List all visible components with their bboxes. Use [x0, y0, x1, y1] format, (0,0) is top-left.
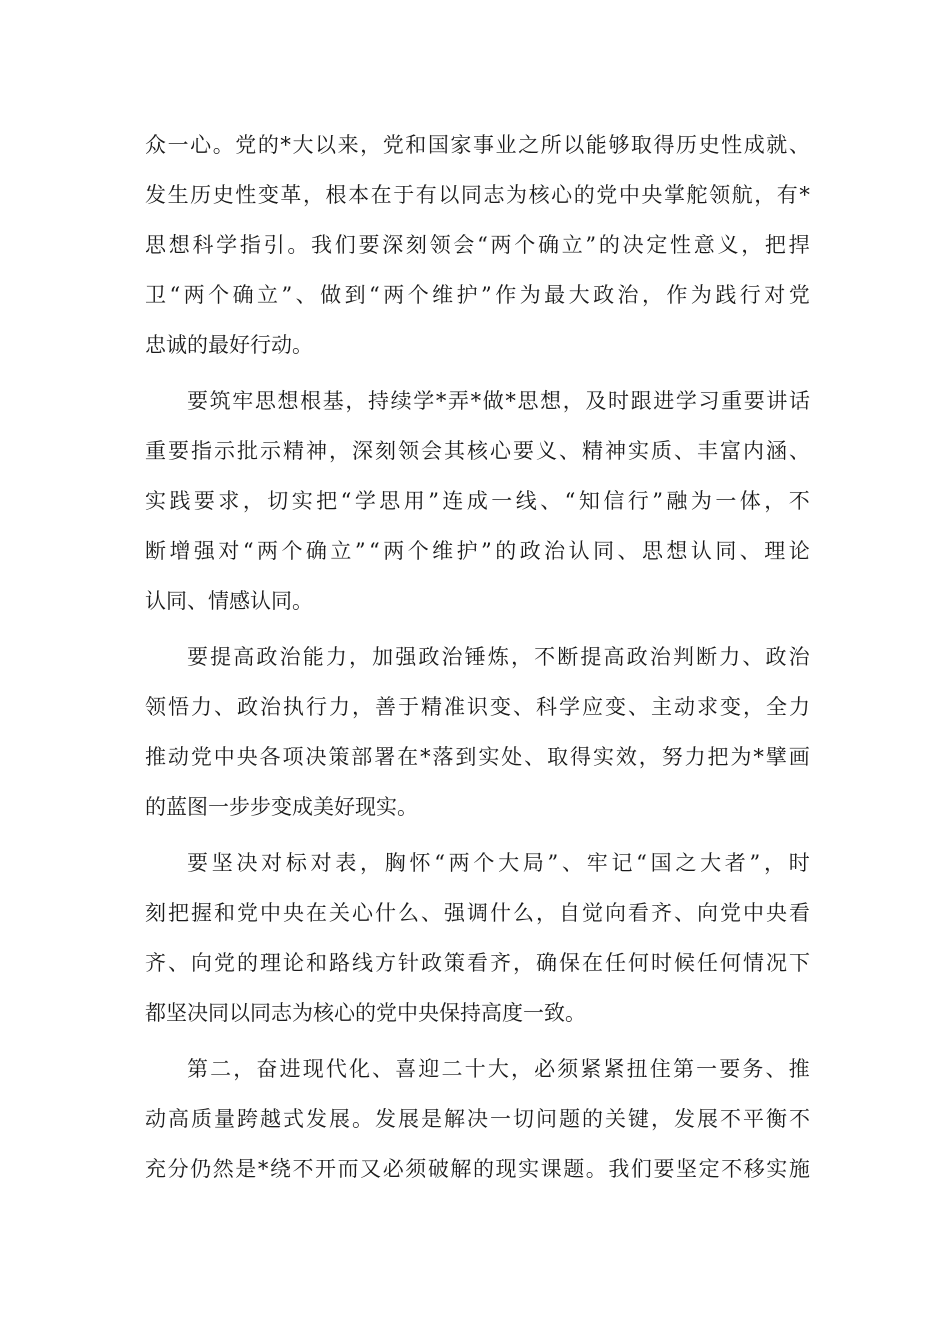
- text-line: 要 提 高 政 治 能 力 ， 加 强 政 治 锤 炼 ， 不 断 提 高 政 治 判 断 力 、 政 治: [187, 645, 810, 669]
- text-line: 忠诚的最好行动。: [145, 333, 313, 357]
- text-line: 众 一 心 。 党 的 * 大 以 来 ， 党 和 国 家 事 业 之 所 以 能 够 取 得 历 史 性 成 就 、: [145, 133, 810, 157]
- text-line: 动 高 质 量 跨 越 式 发 展 。 发 展 是 解 决 一 切 问 题 的 关 键 ， 发 展 不 平 衡 不: [145, 1107, 810, 1131]
- paragraph-2: [145, 384, 810, 618]
- text-line: 思 想 科 学 指 引 。 我 们 要 深 刻 领 会 “ 两 个 确 立 ” 的 决 定 性 意 义 ， 把 捍: [145, 233, 810, 257]
- paragraph-5: [145, 1052, 810, 1186]
- text-line: 发 生 历 史 性 变 革 ， 根 本 在 于 有 以 同 志 为 核 心 的 党 中 央 掌 舵 领 航 ， 有 *: [145, 183, 810, 207]
- text-line: 要 筑 牢 思 想 根 基 ， 持 续 学 * 弄 * 做 * 思 想 ， 及 时 跟 进 学 习 重 要 讲 话: [187, 389, 810, 413]
- text-line: 卫 “ 两 个 确 立 ” 、 做 到 “ 两 个 维 护 ” 作 为 最 大 政 治 ， 作 为 践 行 对 党: [145, 283, 810, 307]
- text-line: 都坚决同以同志为核心的党中央保持高度一致。: [145, 1001, 586, 1025]
- paragraph-3: [145, 640, 810, 824]
- text-line: 的蓝图一步步变成美好现实。: [145, 795, 418, 819]
- document-body: [145, 128, 810, 1186]
- text-line: 认同、情感认同。: [145, 589, 313, 613]
- paragraph-4: [145, 846, 810, 1030]
- text-line: 充 分 仍 然 是 * 绕 不 开 而 又 必 须 破 解 的 现 实 课 题 。 我 们 要 坚 定 不 移 实 施: [145, 1157, 810, 1181]
- text-line: 齐 、 向 党 的 理 论 和 路 线 方 针 政 策 看 齐 ， 确 保 在 任 何 时 候 任 何 情 况 下: [145, 951, 810, 975]
- text-line: 第 二 ， 奋 进 现 代 化 、 喜 迎 二 十 大 ， 必 须 紧 紧 扭 住 第 一 要 务 、 推: [187, 1057, 810, 1081]
- text-line: 要 坚 决 对 标 对 表 ， 胸 怀 “ 两 个 大 局 ” 、 牢 记 “ 国 之 大 者 ” ， 时: [187, 851, 810, 875]
- text-line: 推 动 党 中 央 各 项 决 策 部 署 在 * 落 到 实 处 、 取 得 实 效 ， 努 力 把 为 * 擘 画: [145, 745, 810, 769]
- text-line: 刻 把 握 和 党 中 央 在 关 心 什 么 、 强 调 什 么 ， 自 觉 向 看 齐 、 向 党 中 央 看: [145, 901, 810, 925]
- text-line: 实 践 要 求 ， 切 实 把 “ 学 思 用 ” 连 成 一 线 、 “ 知 信 行 ” 融 为 一 体 ， 不: [145, 489, 810, 513]
- text-line: 重 要 指 示 批 示 精 神 ， 深 刻 领 会 其 核 心 要 义 、 精 神 实 质 、 丰 富 内 涵 、: [145, 439, 810, 463]
- text-line: 领 悟 力 、 政 治 执 行 力 ， 善 于 精 准 识 变 、 科 学 应 变 、 主 动 求 变 ， 全 力: [145, 695, 810, 719]
- text-line: 断 增 强 对 “ 两 个 确 立 ” “ 两 个 维 护 ” 的 政 治 认 同 、 思 想 认 同 、 理 论: [145, 539, 810, 563]
- paragraph-1: [145, 128, 810, 362]
